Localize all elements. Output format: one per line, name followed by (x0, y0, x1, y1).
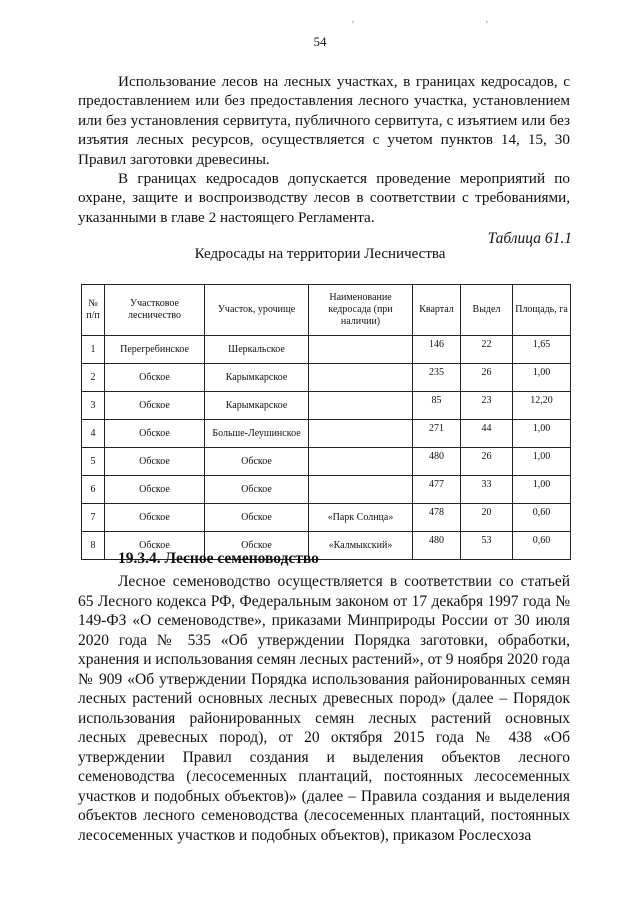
cell-site: Карымкарское (205, 392, 309, 420)
intro-paragraph: Использование лесов на лесных участках, в границах кедросадов, с предоставлением или без предоставления лесного участка, установлением или без установления сервитута, публичного сервитута, с изъятием или без изъятия лесных ресурсов, осуществляется с учетом пунктов 14, 15, 30 Правил заготовки древесины. (78, 73, 570, 168)
section-heading: 19.3.4. Лесное семеноводство (118, 550, 319, 567)
cell-num: 4 (82, 420, 105, 448)
cell-site: Шеркальское (205, 336, 309, 364)
cell-forestry: Обское (105, 448, 205, 476)
cell-block: 23 (461, 392, 513, 420)
cell-name (309, 420, 413, 448)
scan-mark: ' (486, 20, 488, 31)
cell-site: Обское (205, 532, 309, 560)
cell-forestry: Обское (105, 364, 205, 392)
cell-name: «Калмыкский» (309, 532, 413, 560)
cell-block: 33 (461, 476, 513, 504)
cell-area: 12,20 (513, 392, 571, 420)
cell-block: 22 (461, 336, 513, 364)
cell-block: 26 (461, 448, 513, 476)
header-num: № п/п (82, 285, 105, 336)
cell-quarter: 478 (413, 504, 461, 532)
table-row (82, 420, 571, 448)
cell-num: 3 (82, 392, 105, 420)
table-title: Кедросады на территории Лесничества (194, 246, 446, 262)
table-row (82, 364, 571, 392)
scan-mark: ' (352, 20, 354, 31)
cell-num: 5 (82, 448, 105, 476)
cell-name (309, 364, 413, 392)
cell-forestry: Обское (105, 504, 205, 532)
table-row (82, 476, 571, 504)
section-body: Лесное семеноводство осуществляется в соответствии со статьей 65 Лесного кодекса РФ, Федеральным законом от 17 декабря 1997 года № 149-ФЗ «О семеноводстве», приказами Минприроды России от 30 июля 2020 года № 535 «Об утверждении Порядка заготовки, обработки, хранения и использования семян лесных растений», от 9 ноября 2020 года № 909 «Об утверждении Порядка использования районированных семян лесных растений основных лесных древесных пород» (далее – Порядок использования районированных семян лесных растений основных лесных древесных пород), от 20 октября 2015 года № 438 «Об утверждении Правил создания и выделения объектов лесного семеноводства (лесосеменных плантаций, постоянных лесосеменных участков и подобных объектов)» (далее – Правила создания и выделения объектов лесного семеноводства (лесосеменных плантаций, постоянных лесосеменных участков и подобных объектов), приказом Рослесхоза (78, 573, 570, 844)
cell-block: 53 (461, 532, 513, 560)
cell-site: Больше-Леушинское (205, 420, 309, 448)
cell-name: «Парк Солнца» (309, 504, 413, 532)
header-forestry: Участковое лесничество (105, 285, 205, 336)
cell-num: 7 (82, 504, 105, 532)
cell-area: 0,60 (513, 532, 571, 560)
table-row (82, 504, 571, 532)
cell-num: 1 (82, 336, 105, 364)
cell-forestry: Перегребинское (105, 336, 205, 364)
cell-area: 0,60 (513, 504, 571, 532)
cell-quarter: 480 (413, 532, 461, 560)
cell-num: 2 (82, 364, 105, 392)
cell-forestry: Обское (105, 392, 205, 420)
cell-quarter: 271 (413, 420, 461, 448)
table-caption: Таблица 61.1 (487, 230, 572, 247)
header-quarter: Квартал (413, 285, 461, 336)
table-row (82, 392, 571, 420)
cell-block: 20 (461, 504, 513, 532)
table-row (82, 336, 571, 364)
cell-quarter: 477 (413, 476, 461, 504)
cell-name (309, 448, 413, 476)
cell-area: 1,65 (513, 336, 571, 364)
table-row (82, 448, 571, 476)
cell-name (309, 476, 413, 504)
cell-num: 6 (82, 476, 105, 504)
cedar-gardens-table (81, 284, 571, 560)
cell-area: 1,00 (513, 420, 571, 448)
page-number: 54 (313, 34, 327, 49)
cell-area: 1,00 (513, 364, 571, 392)
header-block: Выдел (461, 285, 513, 336)
cell-site: Обское (205, 448, 309, 476)
cell-quarter: 235 (413, 364, 461, 392)
cell-num: 8 (82, 532, 105, 560)
table-header-row (82, 285, 571, 336)
header-area: Площадь, га (513, 285, 571, 336)
header-name: Наименование кедросада (при наличии) (309, 285, 413, 336)
cell-block: 44 (461, 420, 513, 448)
cell-area: 1,00 (513, 476, 571, 504)
cell-site: Обское (205, 476, 309, 504)
cell-forestry: Обское (105, 476, 205, 504)
cell-name (309, 336, 413, 364)
cell-forestry: Обское (105, 532, 205, 560)
header-site: Участок, урочище (205, 285, 309, 336)
cell-name (309, 392, 413, 420)
cell-site: Карымкарское (205, 364, 309, 392)
cell-quarter: 146 (413, 336, 461, 364)
cell-quarter: 480 (413, 448, 461, 476)
cell-site: Обское (205, 504, 309, 532)
cell-forestry: Обское (105, 420, 205, 448)
cell-quarter: 85 (413, 392, 461, 420)
intro-paragraph: В границах кедросадов допускается проведение мероприятий по охране, защите и воспроизводству лесов в соответствии с требованиями, указанными в главе 2 настоящего Регламента. (78, 170, 570, 226)
cell-area: 1,00 (513, 448, 571, 476)
cell-block: 26 (461, 364, 513, 392)
